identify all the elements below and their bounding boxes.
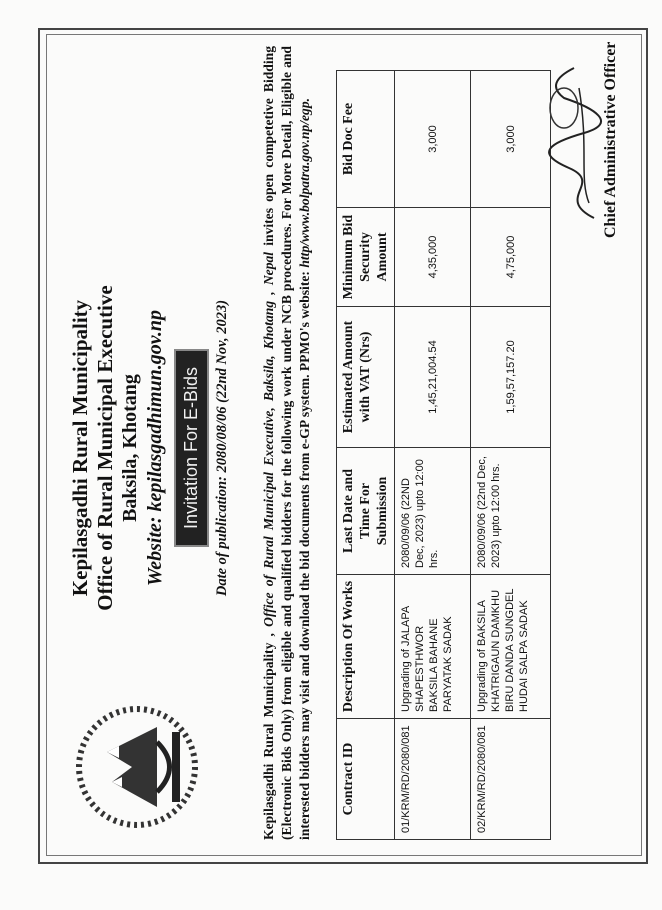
rotated-notice [62, 38, 632, 858]
cell-description: Upgrading of BAKSILA KHATRIGAUN DAMKHU BIRU DANDA SUNGDEL HUDAI SALPA SADAK [471, 575, 551, 719]
header [68, 38, 231, 858]
cell-bid-security: 4,75,000 [471, 208, 551, 307]
table-row [395, 71, 471, 840]
cell-contract-id: 01/KRM/RD/2080/081 [395, 719, 471, 840]
cell-doc-fee: 3,000 [471, 71, 551, 208]
cell-last-date: 2080/09/06 (22nd Dec, 2023) upto 12:00 hrs. [471, 448, 551, 575]
col-contract-id: Contract ID [337, 719, 395, 840]
col-estimated-amount: Estimated Amount with VAT (Nrs) [337, 307, 395, 448]
col-last-date: Last Date and Time For Submission [337, 448, 395, 575]
intro-text-1: Kepilasgadhi Rural Municipality , [261, 626, 276, 840]
cell-doc-fee: 3,000 [395, 71, 471, 208]
cell-bid-security: 4,35,000 [395, 208, 471, 307]
notice-title: Invitation For E-Bids [174, 349, 209, 547]
bids-table [336, 70, 551, 840]
cell-estimated-amount: 1,45,21,004.54 [395, 307, 471, 448]
publication-date: Date of publication: 2080/08/06 (22nd Nov, 2023) [214, 299, 230, 597]
office-location: Baksila, Khotang [119, 374, 141, 522]
intro-paragraph [260, 46, 314, 840]
col-description: Description Of Works [337, 575, 395, 719]
office-name: Office of Rural Municipal Executive [93, 285, 117, 611]
col-doc-fee: Bid Doc Fee [337, 71, 395, 208]
intro-text-2: invites open competetive Bidding (Electronic Bids Only) from eligible and qualified bidders for the following work under NCB procedures. For More Detail, Eligible and interested bidders may visit and download the bid documents from e-GP system. PPMO's website: [261, 46, 312, 840]
cell-description: Upgrading of JALAPA SHAPESTHWOR BAKSILA BAHANE PARYATAK SADAK [395, 575, 471, 719]
intro-text-office: Office of Rural Municipal Executive, Baksila, Khotang , Nepal [261, 251, 276, 627]
cell-last-date: 2080/09/06 (22ND Dec, 2023) upto 12:00 hrs. [395, 448, 471, 575]
signatory-title: Chief Administrative Officer [602, 41, 619, 238]
intro-url: http/www.bolpatra.gov.np/egp. [297, 97, 312, 268]
cell-contract-id: 02/KRM/RD/2080/081 [471, 719, 551, 840]
table-header-row [337, 71, 395, 840]
municipality-name: Kepilasgadhi Rural Municipality [68, 299, 92, 597]
cell-estimated-amount: 1,59,57,157.20 [471, 307, 551, 448]
website: Website: kepilasgadhimun.gov.np [144, 309, 166, 587]
col-bid-security: Minimum Bid Security Amount [337, 208, 395, 307]
